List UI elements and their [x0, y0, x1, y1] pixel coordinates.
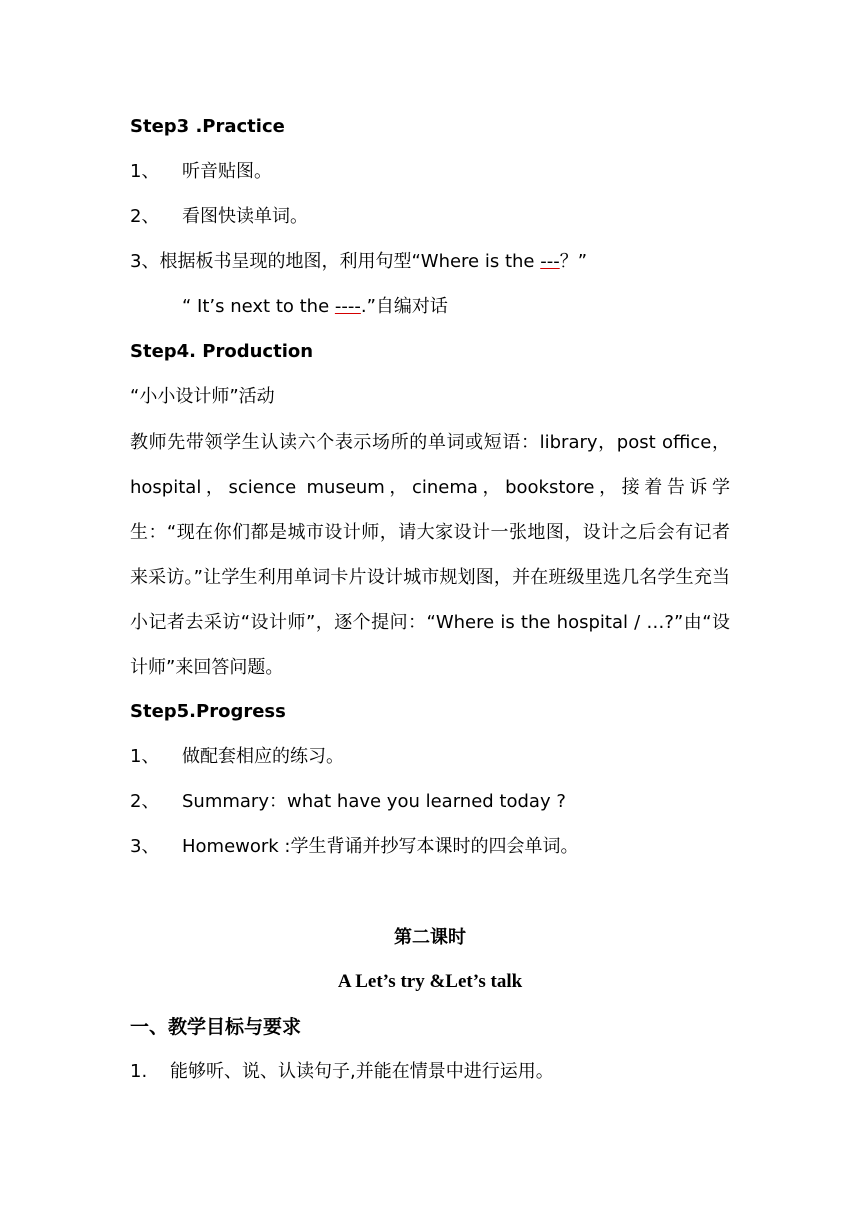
- item3b-blank: ----: [334, 296, 361, 317]
- list-text: 做配套相应的练习。: [182, 746, 344, 767]
- list-text: 能够听、说、认读句子,并能在情景中进行运用。: [170, 1061, 554, 1082]
- step5-title: Step5.Progress: [130, 701, 286, 722]
- step4-activity: “小小设计师”活动: [130, 386, 275, 407]
- step3-item-2: [130, 205, 730, 229]
- item3-blank: ---: [540, 251, 560, 272]
- section-heading: 一、教学目标与要求: [130, 1016, 302, 1038]
- list-number: 3、: [130, 836, 160, 857]
- list-text: Homework :学生背诵并抄写本课时的四会单词。: [182, 836, 579, 857]
- step3-item-3: [130, 250, 730, 274]
- lesson-title: 第二课时: [394, 927, 466, 948]
- step3-item-3-continued: [182, 295, 782, 319]
- item3-pre: 3、根据板书呈现的地图，利用句型“Where is the: [130, 251, 541, 272]
- step3-item-1: [130, 160, 730, 184]
- list-text: 看图快读单词。: [182, 206, 308, 227]
- item3-post: ？”: [559, 251, 588, 272]
- list-number: 2、: [130, 791, 160, 812]
- list-number: 1、: [130, 161, 160, 182]
- list-text: Summary：what have you learned today ?: [182, 791, 566, 812]
- step5-item-1: [130, 745, 730, 769]
- step3-title: Step3 .Practice: [130, 116, 285, 137]
- item3b-post: .”自编对话: [360, 296, 448, 317]
- objective-item-1: [130, 1060, 730, 1084]
- lesson-subtitle: A Let’s try &Let’s talk: [337, 971, 523, 992]
- item3b-pre: “ It’s next to the: [182, 296, 335, 317]
- list-number: 1、: [130, 746, 160, 767]
- step5-item-2: [130, 790, 730, 814]
- list-number: 2、: [130, 206, 160, 227]
- list-number: 1.: [130, 1061, 148, 1082]
- list-text: 听音贴图。: [182, 161, 272, 182]
- step5-item-3: [130, 835, 730, 859]
- step4-title: Step4. Production: [130, 341, 314, 362]
- step4-paragraph: 教师先带领学生认读六个表示场所的单词或短语：library，post office，hospital，science museum，cinema，bookstore，接着告诉学生：“现在你们都是城市设计师，请大家设计一张地图，设计之后会有记者来采访。”让学生利用单词卡片设计城市规划图，并在班级里选几名学生充当小记者去采访“设计师”，逐个提问：“Where is the hospital / …?”由“设计师”来回答问题。: [130, 432, 730, 678]
